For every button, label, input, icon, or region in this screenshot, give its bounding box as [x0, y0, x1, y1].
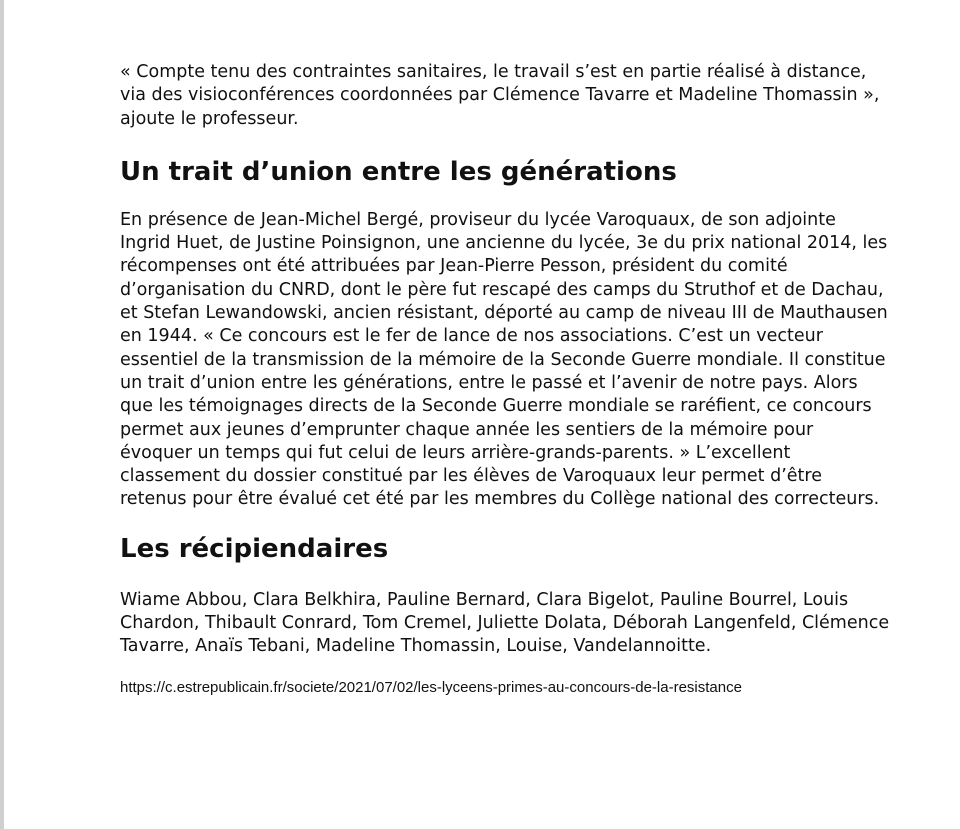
article-page: [120, 61, 890, 697]
recipients-paragraph: Wiame Abbou, Clara Belkhira, Pauline Bernard, Clara Bigelot, Pauline Bourrel, Louis Chardon, Thibault Conrard, Tom Cremel, Juliette Dolata, Déborah Langenfeld, Clémence Tavarre, Anaïs Tebani, Madeline Thomassin, Louise, Vandelannoitte.: [120, 589, 890, 657]
body-paragraph: En présence de Jean-Michel Bergé, proviseur du lycée Varoquaux, de son adjointe Ingrid Huet, de Justine Poinsignon, une ancienne du lycée, 3e du prix national 2014, les récompenses ont été attribuées par Jean-Pierre Pesson, président du comité d’organisation du CNRD, dont le père fut rescapé des camps du Struthof et de Dachau, et Stefan Lewandowski, ancien résistant, déporté au camp de niveau III de Mauthausen en 1944. « Ce concours est le fer de lance de nos associations. C’est un vecteur essentiel de la transmission de la mémoire de la Seconde Guerre mondiale. Il constitue un trait d’union entre les générations, entre le passé et l’avenir de notre pays. Alors que les témoignages directs de la Seconde Guerre mondiale se raréfient, ce concours permet aux jeunes d’emprunter chaque année les sentiers de la mémoire pour évoquer un temps qui fut celui de leurs arrière-grands-parents. » L’excellent classement du dossier constitué par les élèves de Varoquaux leur permet d’être retenus pour être évalué cet été par les membres du Collège national des correcteurs.: [120, 209, 888, 510]
section-heading-trait-union: Un trait d’union entre les générations: [120, 156, 677, 187]
source-url: https://c.estrepublicain.fr/societe/2021/07/02/les-lyceens-primes-au-concours-de-la-resistance: [120, 678, 742, 696]
section-heading-recipiendaires: Les récipiendaires: [120, 533, 389, 564]
intro-paragraph: « Compte tenu des contraintes sanitaires, le travail s’est en partie réalisé à distance, via des visioconférences coordonnées par Clémence Tavarre et Madeline Thomassin », ajoute le professeur.: [120, 62, 880, 129]
left-page-border: [0, 0, 4, 829]
